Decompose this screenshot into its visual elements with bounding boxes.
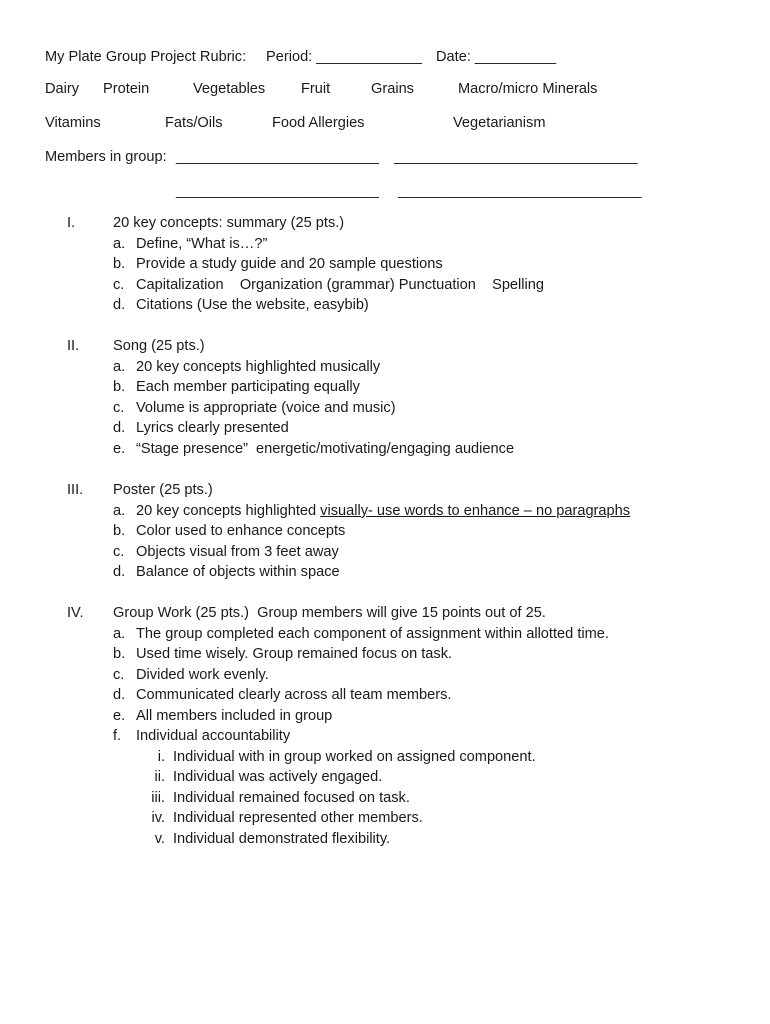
section-heading: Song (25 pts.) xyxy=(113,338,205,354)
topic-fruit: Fruit xyxy=(301,81,331,97)
section-numeral: II. xyxy=(67,338,80,354)
section-heading: Group Work (25 pts.) Group members will give 15 points out of 25. xyxy=(113,605,546,621)
item-letter: a. xyxy=(113,359,126,375)
item-letter: f. xyxy=(113,728,122,744)
item-underlined-text: visually- use words to enhance – no paragraphs xyxy=(320,503,631,519)
sub-list-item xyxy=(135,789,410,807)
item-letter: d. xyxy=(113,297,126,313)
list-item xyxy=(113,378,360,396)
item-letter: b. xyxy=(113,256,126,272)
item-letter: d. xyxy=(113,687,126,703)
list-item xyxy=(113,666,269,684)
sub-item-numeral: v. xyxy=(154,831,165,847)
section-numeral: I. xyxy=(67,215,76,231)
item-text: 20 key concepts highlighted xyxy=(136,503,321,519)
item-letter: d. xyxy=(113,564,126,580)
item-text: Capitalization Organization (grammar) Punctuation Spelling xyxy=(136,277,545,293)
sub-item-numeral: i. xyxy=(157,749,165,765)
members-label: Members in group: xyxy=(45,149,167,165)
sub-item-numeral: iv. xyxy=(151,810,165,826)
sub-list-item xyxy=(135,768,382,786)
item-letter: e. xyxy=(113,708,126,724)
item-text: Define, “What is…?” xyxy=(136,236,268,252)
topic-grains: Grains xyxy=(371,81,414,97)
item-text: Balance of objects within space xyxy=(136,564,340,580)
topic-dairy: Dairy xyxy=(45,81,80,97)
item-letter: a. xyxy=(113,503,126,519)
item-letter: d. xyxy=(113,420,126,436)
topic-vitamins: Vitamins xyxy=(45,115,101,131)
list-item xyxy=(113,686,452,704)
list-item xyxy=(113,358,380,376)
item-text: Volume is appropriate (voice and music) xyxy=(136,400,396,416)
sub-list-item xyxy=(135,830,390,848)
section-numeral: IV. xyxy=(67,605,84,621)
item-letter: b. xyxy=(113,379,126,395)
member-line-1: _________________________ xyxy=(176,149,379,165)
item-letter: c. xyxy=(113,667,125,683)
list-item xyxy=(113,296,369,314)
sub-list-item xyxy=(135,748,536,766)
item-text: “Stage presence” energetic/motivating/engaging audience xyxy=(136,441,515,457)
list-item xyxy=(113,645,452,663)
item-text: Each member participating equally xyxy=(136,379,360,395)
sub-list-item xyxy=(135,809,423,827)
date-field: Date: __________ xyxy=(436,49,557,65)
section-heading: 20 key concepts: summary (25 pts.) xyxy=(113,215,345,231)
list-item xyxy=(113,563,340,581)
topic-vegetables: Vegetables xyxy=(193,81,266,97)
member-line-2: ______________________________ xyxy=(394,149,638,165)
list-item xyxy=(113,625,609,643)
topic-protein: Protein xyxy=(103,81,150,97)
list-item xyxy=(113,255,443,273)
period-field: Period: _____________ xyxy=(266,49,422,65)
item-text: 20 key concepts highlighted musically xyxy=(136,359,381,375)
list-item xyxy=(113,276,544,294)
list-item xyxy=(113,727,290,745)
item-letter: a. xyxy=(113,626,126,642)
document-title: My Plate Group Project Rubric: xyxy=(45,49,247,65)
item-text: Used time wisely. Group remained focus on task. xyxy=(136,646,453,662)
member-line-3: _________________________ xyxy=(176,183,379,199)
list-item xyxy=(113,419,289,437)
sub-item-text: Individual demonstrated flexibility. xyxy=(173,831,391,847)
item-letter: e. xyxy=(113,441,126,457)
item-text: Citations (Use the website, easybib) xyxy=(136,297,369,313)
item-letter: c. xyxy=(113,400,125,416)
topic-vegetarianism: Vegetarianism xyxy=(453,115,546,131)
list-item xyxy=(113,399,396,417)
list-item xyxy=(113,543,339,561)
sub-item-text: Individual was actively engaged. xyxy=(173,769,383,785)
sub-item-text: Individual remained focused on task. xyxy=(173,790,410,806)
list-item xyxy=(113,235,267,253)
item-letter: b. xyxy=(113,646,126,662)
sub-item-numeral: ii. xyxy=(154,769,165,785)
item-letter: c. xyxy=(113,277,125,293)
item-letter: c. xyxy=(113,544,125,560)
item-text: Lyrics clearly presented xyxy=(136,420,289,436)
sub-item-text: Individual represented other members. xyxy=(173,810,423,826)
list-item xyxy=(113,707,332,725)
item-text: The group completed each component of assignment within allotted time. xyxy=(136,626,609,642)
sub-item-numeral: iii. xyxy=(151,790,165,806)
member-line-4: ______________________________ xyxy=(398,183,642,199)
item-text: Color used to enhance concepts xyxy=(136,523,346,539)
item-text: Provide a study guide and 20 sample questions xyxy=(136,256,443,272)
item-text: Communicated clearly across all team members. xyxy=(136,687,452,703)
topic-food-allergies: Food Allergies xyxy=(272,115,365,131)
item-letter: b. xyxy=(113,523,126,539)
topic-fats-oils: Fats/Oils xyxy=(165,115,223,131)
item-text: Individual accountability xyxy=(136,728,291,744)
list-item xyxy=(113,502,630,520)
section-heading: Poster (25 pts.) xyxy=(113,482,213,498)
item-text: Objects visual from 3 feet away xyxy=(136,544,339,560)
list-item xyxy=(113,440,514,458)
list-item xyxy=(113,522,345,540)
sub-item-text: Individual with in group worked on assigned component. xyxy=(173,749,536,765)
item-text: Divided work evenly. xyxy=(136,667,269,683)
section-numeral: III. xyxy=(67,482,84,498)
item-text: All members included in group xyxy=(136,708,333,724)
topic-minerals: Macro/micro Minerals xyxy=(458,81,598,97)
item-letter: a. xyxy=(113,236,126,252)
